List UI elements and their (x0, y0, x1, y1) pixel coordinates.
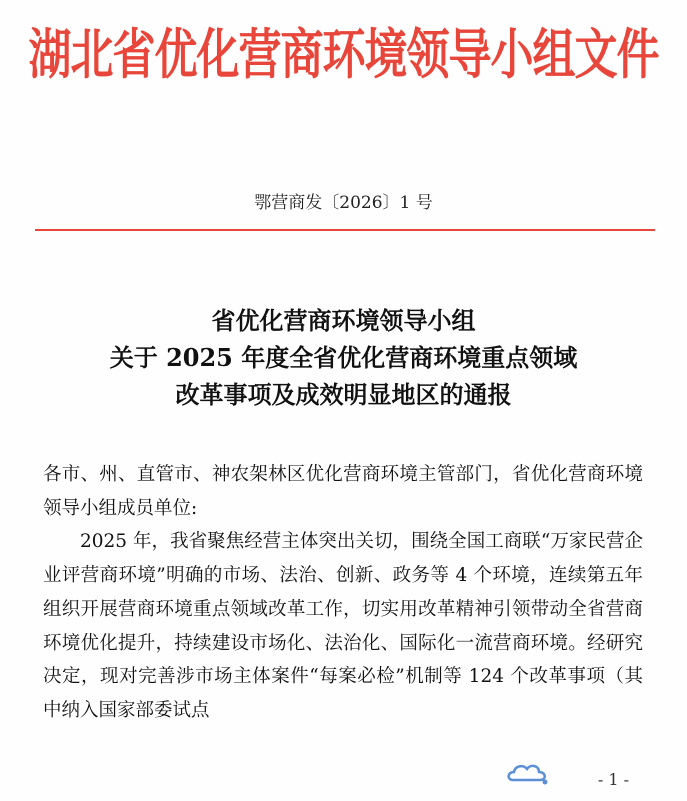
notice-title-line-1: 省优化营商环境领导小组 (211, 306, 476, 335)
page-number: - 1 - (597, 770, 629, 789)
document-header-title: 湖北省优化营商环境领导小组文件 (28, 24, 659, 87)
notice-title (0, 302, 687, 413)
red-divider-line (35, 229, 655, 231)
document-number: 鄂营商发〔2026〕1 号 (254, 193, 433, 213)
body-paragraph-1: 2025 年，我省聚焦经营主体突出关切，围绕全国工商联“万家民营企业评营商环境”明确的市场、法治、创新、政务等 4 个环境，连续第五年组织开展营商环境重点领域改革工作，切实用改革精神引领带动全省营商环境优化提升，持续建设市场化、法治化、国际化一流营商环境。经研究决定，现对完善涉市场主体案件“每案必检”机制等 124 个改革事项（其中纳入国家部委试点 (43, 531, 643, 721)
cloud-logo-icon (505, 760, 555, 788)
notice-title-line-2: 关于 2025 年度全省优化营商环境重点领域 (109, 343, 578, 372)
notice-title-line-3: 改革事项及成效明显地区的通报 (175, 380, 512, 409)
salutation-paragraph: 各市、州、直管市、神农架林区优化营商环境主管部门，省优化营商环境领导小组成员单位: (43, 464, 643, 519)
document-body (43, 458, 643, 728)
